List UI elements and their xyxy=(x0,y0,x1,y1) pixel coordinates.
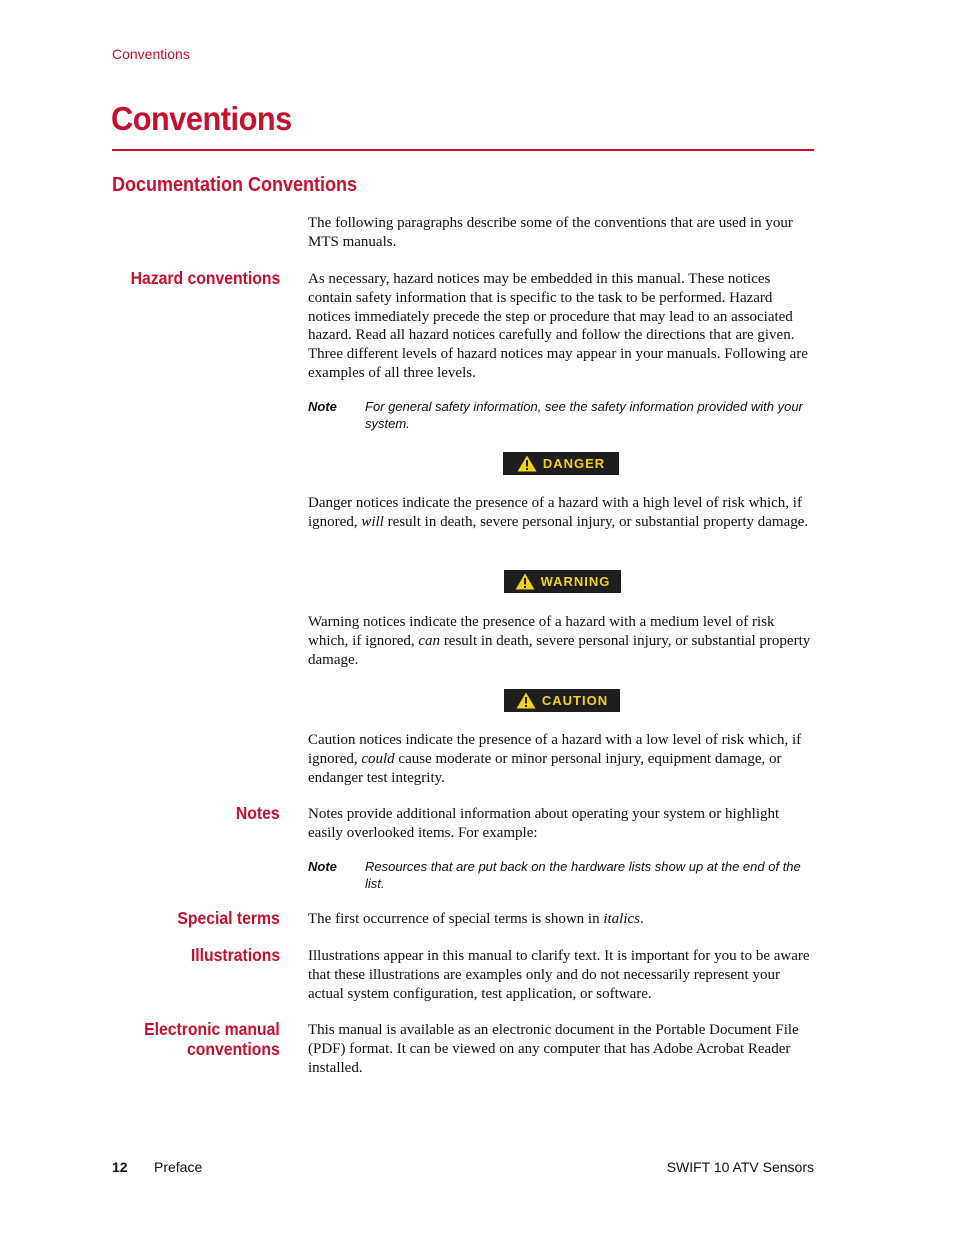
illustrations-heading: Illustrations xyxy=(190,945,280,965)
warning-text-after: result in death, severe personal injury, or substantial property damage. xyxy=(308,632,811,668)
title-rule xyxy=(112,149,814,151)
warning-emphasis: can xyxy=(418,632,441,649)
electronic-heading-line1: Electronic manual xyxy=(144,1019,280,1039)
warning-label: WARNING xyxy=(540,574,611,589)
warning-text-before: Warning notices indicate the presence of a hazard with a medium level of risk which, if ignored, xyxy=(308,614,775,649)
section-title: Documentation Conventions xyxy=(112,174,358,196)
notes-paragraph: Notes provide additional information about operating your system or highlight easily overlooked items. For example: xyxy=(308,806,780,841)
notes-example-note xyxy=(308,858,814,892)
danger-text-after: result in death, severe personal injury, or substantial property damage. xyxy=(383,513,809,530)
warning-badge xyxy=(504,570,621,593)
caution-emphasis: could xyxy=(361,750,395,767)
note-text: Resources that are put back on the hardware lists show up at the end of the list. xyxy=(365,859,801,891)
caution-badge xyxy=(504,689,620,712)
note-text: For general safety information, see the safety information provided with your system. xyxy=(365,399,803,431)
hazard-note xyxy=(308,398,814,432)
note-label: Note xyxy=(308,399,337,414)
danger-paragraph xyxy=(308,494,814,532)
warning-paragraph xyxy=(308,613,814,669)
warning-triangle-icon xyxy=(515,573,535,590)
special-terms-paragraph xyxy=(308,910,814,929)
special-terms-text-before: The first occurrence of special terms is shown in xyxy=(308,911,604,927)
hazard-conventions-heading: Hazard conventions xyxy=(130,268,280,288)
footer-page-number: 12 xyxy=(112,1159,128,1175)
note-label: Note xyxy=(308,859,337,874)
danger-emphasis: will xyxy=(361,513,384,530)
hazard-conventions-paragraph: As necessary, hazard notices may be embedded in this manual. These notices contain safety information that is specific to the task to be performed. Hazard notices immediately precede the step or procedure that may lead to an associated hazard. Read all hazard notices carefully and follow the directions that are given. Three different levels of hazard notices may appear in your manuals. Following are examples of all three levels. xyxy=(308,271,808,381)
caution-label: CAUTION xyxy=(541,693,609,708)
special-terms-text-after: . xyxy=(640,911,644,927)
caution-paragraph xyxy=(308,731,814,787)
footer-section: Preface xyxy=(154,1159,203,1175)
electronic-heading-line2: conventions xyxy=(187,1038,280,1059)
electronic-manual-heading xyxy=(144,1020,280,1059)
page-title: Conventions xyxy=(111,100,292,137)
intro-paragraph: The following paragraphs describe some of the conventions that are used in your MTS manuals. xyxy=(308,215,793,250)
electronic-manual-paragraph: This manual is available as an electronic document in the Portable Document File (PDF) format. It can be viewed on any computer that has Adobe Acrobat Reader installed. xyxy=(308,1022,799,1076)
warning-triangle-icon xyxy=(517,455,537,472)
warning-triangle-icon xyxy=(516,692,536,709)
notes-heading: Notes xyxy=(236,803,280,823)
danger-text-before: Danger notices indicate the presence of a hazard with a high level of risk which, if ignored, xyxy=(308,495,802,530)
special-terms-emphasis: italics xyxy=(603,911,640,927)
danger-badge xyxy=(503,452,619,475)
illustrations-paragraph: Illustrations appear in this manual to clarify text. It is important for you to be aware that these illustrations are examples only and do not necessarily represent your actual system configuration, test application, or software. xyxy=(308,948,810,1002)
caution-text-after: cause moderate or minor personal injury, equipment damage, or endanger test integrity. xyxy=(308,750,782,786)
caution-text-before: Caution notices indicate the presence of a hazard with a low level of risk which, if ignored, xyxy=(308,732,802,767)
special-terms-heading: Special terms xyxy=(177,908,280,928)
danger-label: DANGER xyxy=(542,456,606,471)
running-header: Conventions xyxy=(112,46,190,62)
footer-product: SWIFT 10 ATV Sensors xyxy=(666,1159,814,1175)
